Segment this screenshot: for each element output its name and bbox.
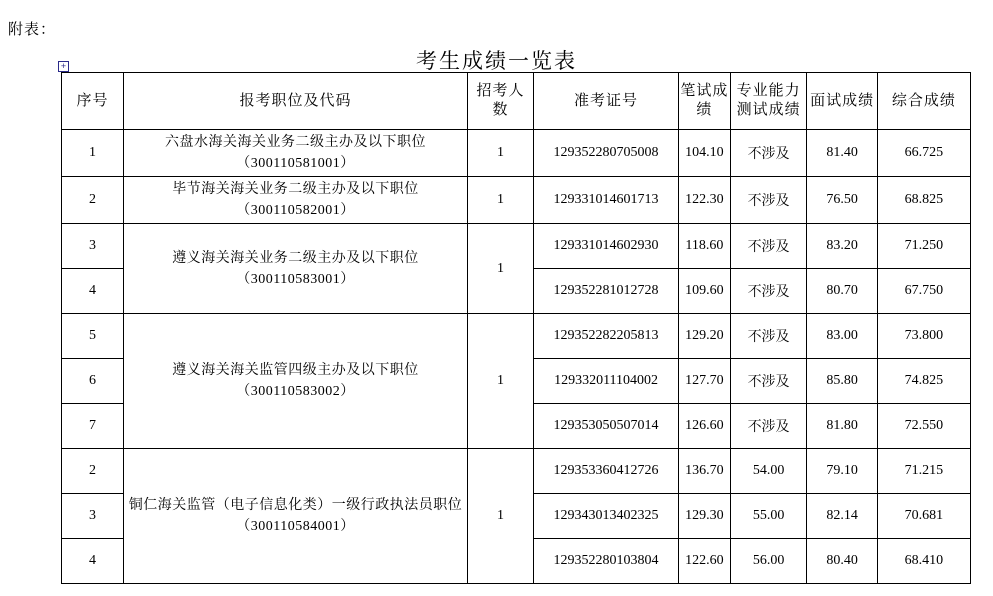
cell-total: 70.681 bbox=[877, 494, 970, 539]
cell-total: 73.800 bbox=[877, 314, 970, 359]
table-header bbox=[62, 73, 971, 130]
cell-interview: 83.20 bbox=[807, 224, 877, 269]
cell-professional: 55.00 bbox=[730, 494, 807, 539]
table-header-row bbox=[62, 73, 971, 130]
cell-professional: 不涉及 bbox=[730, 404, 807, 449]
attachment-label: 附表： bbox=[8, 22, 57, 38]
cell-total: 72.550 bbox=[877, 404, 970, 449]
cell-seq: 4 bbox=[62, 539, 124, 584]
cell-written: 127.70 bbox=[679, 359, 731, 404]
cell-written: 122.60 bbox=[679, 539, 731, 584]
cell-professional: 不涉及 bbox=[730, 269, 807, 314]
cell-seq: 2 bbox=[62, 449, 124, 494]
cell-total: 67.750 bbox=[877, 269, 970, 314]
cell-interview: 82.14 bbox=[807, 494, 877, 539]
cell-ticket: 129353050507014 bbox=[534, 404, 679, 449]
column-header-count: 招考人数 bbox=[467, 73, 533, 130]
cell-post: 遵义海关海关业务二级主办及以下职位（300110583001） bbox=[124, 224, 468, 314]
cell-professional: 54.00 bbox=[730, 449, 807, 494]
cell-written: 136.70 bbox=[679, 449, 731, 494]
table-body bbox=[62, 130, 971, 584]
column-header-post: 报考职位及代码 bbox=[124, 73, 468, 130]
cell-seq: 3 bbox=[62, 224, 124, 269]
cell-written: 109.60 bbox=[679, 269, 731, 314]
table-row bbox=[62, 177, 971, 224]
cell-seq: 5 bbox=[62, 314, 124, 359]
cell-interview: 80.40 bbox=[807, 539, 877, 584]
cell-professional: 不涉及 bbox=[730, 224, 807, 269]
column-header-seq: 序号 bbox=[62, 73, 124, 130]
cell-total: 71.250 bbox=[877, 224, 970, 269]
cell-ticket: 129352282205813 bbox=[534, 314, 679, 359]
cell-total: 66.725 bbox=[877, 130, 970, 177]
cell-ticket: 129352280705008 bbox=[534, 130, 679, 177]
cell-count: 1 bbox=[467, 130, 533, 177]
column-header-written: 笔试成绩 bbox=[679, 73, 731, 130]
cell-professional: 不涉及 bbox=[730, 359, 807, 404]
cell-ticket: 129343013402325 bbox=[534, 494, 679, 539]
cell-post: 铜仁海关监管（电子信息化类）一级行政执法员职位（300110584001） bbox=[124, 449, 468, 584]
expand-marker-icon[interactable]: + bbox=[58, 61, 69, 72]
cell-written: 118.60 bbox=[679, 224, 731, 269]
table-row bbox=[62, 449, 971, 494]
table-row bbox=[62, 314, 971, 359]
column-header-interview: 面试成绩 bbox=[807, 73, 877, 130]
column-header-ticket: 准考证号 bbox=[534, 73, 679, 130]
score-table-container bbox=[61, 72, 971, 584]
column-header-total: 综合成绩 bbox=[877, 73, 970, 130]
cell-ticket: 129352281012728 bbox=[534, 269, 679, 314]
score-table bbox=[61, 72, 971, 584]
cell-interview: 81.80 bbox=[807, 404, 877, 449]
cell-count: 1 bbox=[467, 177, 533, 224]
cell-post: 六盘水海关海关业务二级主办及以下职位（300110581001） bbox=[124, 130, 468, 177]
cell-interview: 85.80 bbox=[807, 359, 877, 404]
cell-interview: 80.70 bbox=[807, 269, 877, 314]
cell-professional: 不涉及 bbox=[730, 314, 807, 359]
cell-post: 遵义海关海关监管四级主办及以下职位（300110583002） bbox=[124, 314, 468, 449]
cell-professional: 不涉及 bbox=[730, 130, 807, 177]
cell-seq: 4 bbox=[62, 269, 124, 314]
cell-professional: 不涉及 bbox=[730, 177, 807, 224]
table-row bbox=[62, 130, 971, 177]
cell-seq: 7 bbox=[62, 404, 124, 449]
cell-professional: 56.00 bbox=[730, 539, 807, 584]
cell-count: 1 bbox=[467, 449, 533, 584]
cell-total: 68.825 bbox=[877, 177, 970, 224]
column-header-professional: 专业能力测试成绩 bbox=[730, 73, 807, 130]
cell-seq: 1 bbox=[62, 130, 124, 177]
cell-written: 122.30 bbox=[679, 177, 731, 224]
cell-total: 68.410 bbox=[877, 539, 970, 584]
cell-interview: 76.50 bbox=[807, 177, 877, 224]
cell-count: 1 bbox=[467, 224, 533, 314]
cell-post: 毕节海关海关业务二级主办及以下职位（300110582001） bbox=[124, 177, 468, 224]
cell-seq: 3 bbox=[62, 494, 124, 539]
cell-written: 104.10 bbox=[679, 130, 731, 177]
page-title: 考生成绩一览表 bbox=[416, 49, 577, 73]
cell-interview: 79.10 bbox=[807, 449, 877, 494]
cell-written: 126.60 bbox=[679, 404, 731, 449]
cell-interview: 83.00 bbox=[807, 314, 877, 359]
cell-written: 129.30 bbox=[679, 494, 731, 539]
cell-ticket: 129332011104002 bbox=[534, 359, 679, 404]
cell-seq: 6 bbox=[62, 359, 124, 404]
cell-total: 74.825 bbox=[877, 359, 970, 404]
cell-ticket: 129352280103804 bbox=[534, 539, 679, 584]
cell-ticket: 129331014601713 bbox=[534, 177, 679, 224]
cell-ticket: 129331014602930 bbox=[534, 224, 679, 269]
cell-ticket: 129353360412726 bbox=[534, 449, 679, 494]
cell-total: 71.215 bbox=[877, 449, 970, 494]
cell-interview: 81.40 bbox=[807, 130, 877, 177]
cell-seq: 2 bbox=[62, 177, 124, 224]
table-row bbox=[62, 224, 971, 269]
cell-count: 1 bbox=[467, 314, 533, 449]
cell-written: 129.20 bbox=[679, 314, 731, 359]
